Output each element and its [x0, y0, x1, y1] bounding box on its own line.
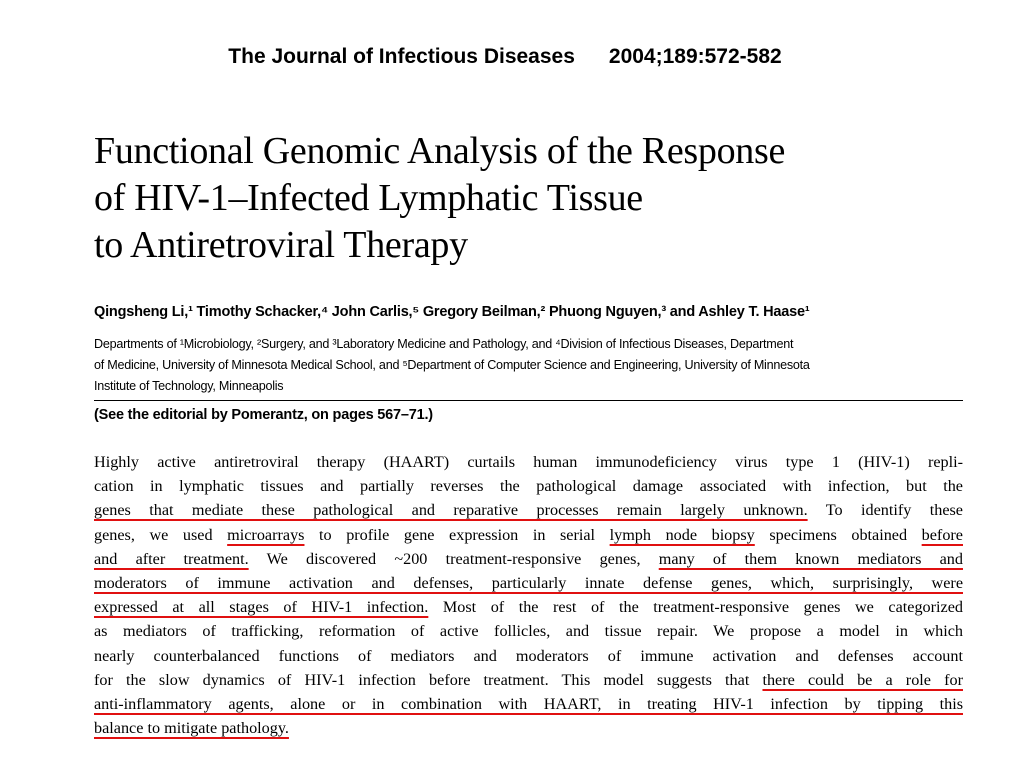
highlighted-phrase: and after treatment. — [94, 549, 249, 568]
editorial-note: (See the editorial by Pomerantz, on pages 567–71.) — [94, 407, 433, 423]
abstract-text: genes, we used — [94, 525, 228, 544]
highlighted-phrase: there could be a role for — [762, 670, 963, 689]
abstract-text: as mediators of trafficking, reformation of active follicles, and tissue repair. We propose a model in which — [94, 622, 963, 641]
title-line: Functional Genomic Analysis of the Response — [94, 130, 786, 172]
abstract-text: Highly active antiretroviral therapy (HAART) curtails human immunodeficiency virus type 1 (HIV-1) repli- — [94, 453, 963, 471]
abstract-text: to profile gene expression in serial — [304, 525, 610, 544]
abstract-line — [94, 450, 963, 474]
highlighted-phrase: anti-inflammatory agents, alone or in combination with HAART, in treating HIV-1 infection by tipping this — [94, 694, 963, 713]
title-line: of HIV-1–Infected Lymphatic Tissue — [94, 177, 643, 219]
abstract-line — [94, 523, 963, 547]
abstract-line — [94, 644, 963, 668]
title-line: to Antiretroviral Therapy — [94, 224, 468, 266]
abstract-line — [94, 668, 963, 692]
abstract-text: cation in lymphatic tissues and partially reverses the pathological damage associated with infection, but the — [94, 477, 963, 496]
highlighted-phrase: balance to mitigate pathology. — [94, 719, 289, 738]
abstract-text: To identify these — [807, 501, 963, 520]
abstract-line — [94, 692, 963, 716]
abstract-line — [94, 595, 963, 619]
highlighted-phrase: genes that mediate these pathological and reparative processes remain largely unknown. — [94, 501, 808, 520]
abstract-line — [94, 571, 963, 595]
abstract-line — [94, 498, 963, 522]
affiliation-line: Institute of Technology, Minneapolis — [94, 379, 284, 393]
highlighted-phrase: lymph node biopsy — [609, 525, 755, 544]
highlighted-phrase: before — [921, 525, 963, 544]
highlighted-phrase: expressed at all stages of HIV-1 infection. — [94, 598, 429, 617]
abstract-line — [94, 474, 963, 498]
abstract-line — [94, 547, 963, 571]
abstract — [94, 450, 963, 740]
highlighted-phrase: many of them known mediators and — [658, 549, 963, 568]
author-list: Qingsheng Li,¹ Timothy Schacker,⁴ John Carlis,⁵ Gregory Beilman,² Phuong Nguyen,³ and Ashley T. Haase¹ — [94, 304, 810, 320]
article-title — [94, 128, 894, 269]
highlighted-phrase: moderators of immune activation and defenses, particularly innate defense genes, which, surprisingly, were — [94, 573, 963, 592]
journal-header — [0, 45, 1010, 69]
highlighted-phrase: microarrays — [227, 525, 305, 544]
journal-citation: 2004;189:572-582 — [608, 45, 782, 68]
affiliation-line: Departments of ¹Microbiology, ²Surgery, and ³Laboratory Medicine and Pathology, and ⁴Division of Infectious Diseases, Department — [94, 337, 794, 351]
affiliation-line: of Medicine, University of Minnesota Medical School, and ⁵Department of Computer Science and Engineering, University of Minnesota — [94, 358, 810, 372]
abstract-text: specimens obtained — [754, 525, 922, 544]
abstract-text: Most of the rest of the treatment-responsive genes we categorized — [428, 598, 963, 617]
affiliations — [94, 334, 954, 397]
abstract-line — [94, 716, 963, 740]
abstract-text: We discovered ~200 treatment-responsive genes, — [248, 549, 659, 568]
abstract-line — [94, 619, 963, 643]
abstract-text: nearly counterbalanced functions of mediators and moderators of immune activation and defenses account — [94, 646, 963, 665]
journal-name: The Journal of Infectious Diseases — [228, 45, 575, 68]
section-divider — [94, 400, 963, 401]
abstract-text: for the slow dynamics of HIV-1 infection before treatment. This model suggests that — [94, 670, 763, 689]
